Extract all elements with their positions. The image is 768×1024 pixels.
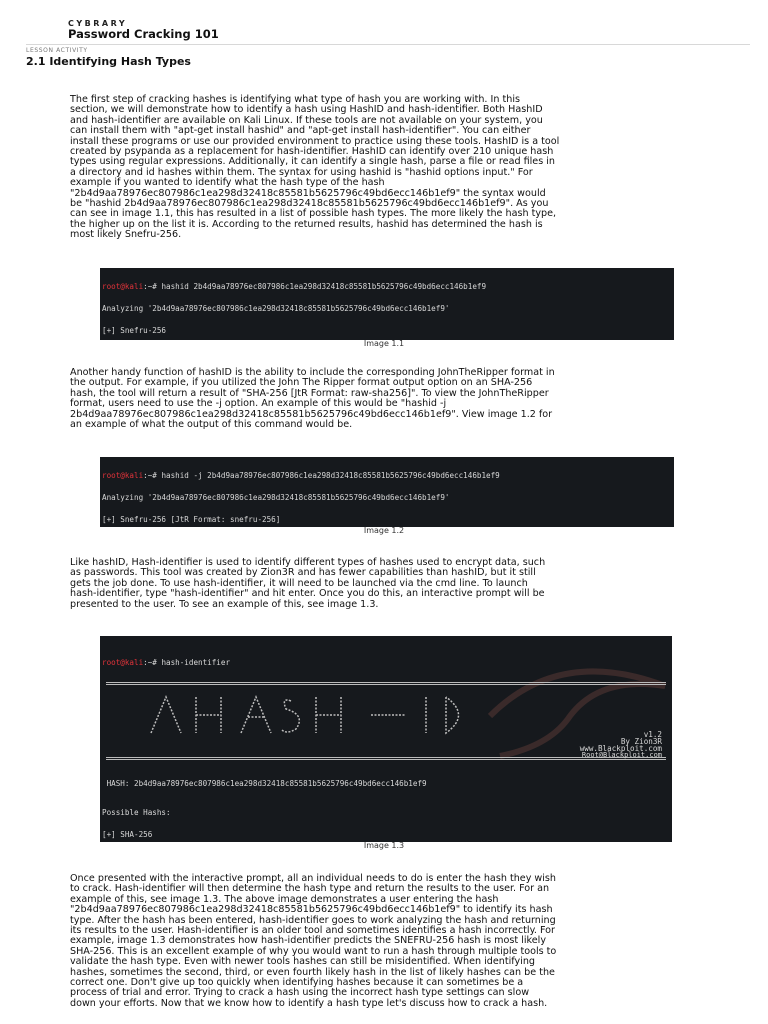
page-header	[0, 0, 768, 68]
terminal-screenshot-2	[100, 457, 674, 527]
terminal-output-line: Analyzing '2b4d9aa78976ec807986c1ea298d32418c85581b5625796c49bd6ecc146b1ef9'	[102, 493, 450, 503]
terminal-command-line	[102, 283, 672, 290]
terminal-command: :~# hashid -j 2b4d9aa78976ec807986c1ea298d32418c85581b5625796c49bd6ecc146b1ef9	[143, 471, 500, 481]
terminal-prompt: root@kali	[102, 657, 144, 667]
banner-version: v1.2	[643, 730, 662, 740]
banner-site: www.Blackploit.com	[579, 744, 662, 754]
brand-logo: CYBRARY	[68, 19, 128, 28]
possible-hashes-header: Possible Hashs:	[102, 808, 171, 818]
banner-email: Root@Blackploit.com	[581, 751, 662, 760]
hash-id-ascii-logo-icon	[146, 693, 476, 737]
terminal-prompt: root@kali	[102, 282, 144, 292]
terminal-command: :~# hashid 2b4d9aa78976ec807986c1ea298d32418c85581b5625796c49bd6ecc146b1ef9	[143, 282, 487, 292]
terminal-output-line: [+] Snefru-256	[102, 325, 167, 335]
terminal-command-line	[102, 472, 672, 479]
lesson-title: 2.1 Identifying Hash Types	[26, 55, 191, 68]
terminal-screenshot-3	[100, 636, 672, 842]
image-caption: Image 1.2	[363, 526, 405, 535]
terminal-prompt: root@kali	[102, 471, 144, 481]
terminal-output-line: [+] Snefru-256 [JtR Format: snefru-256]	[102, 514, 281, 524]
jtr-paragraph: Another handy function of hashID is the ability to include the corresponding JohnTheRipper format in the output. For example, if you utilized the John The Ripper format output option on an SHA-256 hash, the tool will return a result of "SHA-256 [JtR Format: raw-sha256]". To view the JohnTheRipper format, users need to use the -j option. An example of this would be "hashid -j 2b4d9aa78976ec807986c1ea298d32418c85581b5625796c49bd6ecc146b1ef9". View image 1.2 for an example of what the output of this command would be.	[70, 367, 555, 431]
intro-paragraph: The first step of cracking hashes is identifying what type of hash you are working with. In this section, we will demonstrate how to identify a hash using HashID and hash-identifier. Both HashID and hash-identifier are available on Kali Linux. If these tools are not available on your system, you can install them with "apt-get install hashid" and "apt-get install hash-identifier". You can either install these programs or use our provided environment to practice using these tools. HashID is a tool created by psypanda as a replacement for hash-identifier. HashID can identify over 210 unique hash types using regular expressions. Additionally, it can identify a single hash, parse a file or read files in a directory and id hashes within them. The syntax for using hashid is "hashid options input." For example if you wanted to identify what the hash type of the hash "2b4d9aa78976ec807986c1ea298d32418c85581b5625796c49bd6ecc146b1ef9" the syntax would be "hashid 2b4d9aa78976ec807986c1ea298d32418c85581b5625796c49bd6ecc146b1ef9". As you can see in image 1.1, this has resulted in a list of possible hash types. The more likely the hash type, the higher up on the list it is. According to the returned results, hashid has determined the hash is most likely Snefru-256.	[70, 94, 560, 241]
possible-hash: [+] SHA-256	[102, 829, 153, 839]
conclusion-paragraph: Once presented with the interactive prompt, all an individual needs to do is enter the hash they wish to crack. Hash-identifier will then determine the hash type and return the results to the user. For an example of this, see image 1.3. The above image demonstrates a user entering the hash "2b4d9aa78976ec807986c1ea298d32418c85581b5625796c49bd6ecc146b1ef9" to identify its hash type. After the hash has been entered, hash-identifier goes to work analyzing the hash and returning its results to the user. Hash-identifier is an older tool and sometimes identifies a hash incorrectly. For example, image 1.3 demonstrates how hash-identifier predicts the SNEFRU-256 hash is most likely SHA-256. This is an excellent example of why you would want to run a hash through multiple tools to validate the hash type. Even with newer tools hashes can still be misidentified. When identifying hashes, sometimes the second, third, or even fourth likely hash in the list of likely hashes can be the correct one. Don't give up too quickly when identifying hashes because it can sometimes be a process of trial and error. Trying to crack a hash using the incorrect hash type settings can slow down your efforts. Now that we know how to identify a hash type let's discuss how to crack a hash.	[70, 873, 557, 1009]
hash-identifier-paragraph: Like hashID, Hash-identifier is used to identify different types of hashes used to encrypt data, such as passwords. This tool was created by Zion3R and has fewer capabilities than hashID, but it still gets the job done. To use hash-identifier, it will need to be launched via the cmd line. To launch hash-identifier, type "hash-identifier" and hit enter. Once you do this, an interactive prompt will be presented to the user. To see an example of this, see image 1.3.	[70, 557, 546, 610]
terminal-output-line: Analyzing '2b4d9aa78976ec807986c1ea298d32418c85581b5625796c49bd6ecc146b1ef9'	[102, 304, 450, 314]
lesson-label: LESSON ACTIVITY	[26, 47, 88, 54]
terminal-command: :~# hash-identifier	[143, 657, 231, 667]
hash-identifier-banner	[106, 682, 666, 760]
image-caption: Image 1.1	[363, 339, 405, 348]
course-title: Password Cracking 101	[68, 27, 219, 41]
banner-author: By Zion3R	[620, 737, 662, 747]
hash-input-line: HASH: 2b4d9aa78976ec807986c1ea298d32418c85581b5625796c49bd6ecc146b1ef9	[102, 778, 427, 788]
image-caption: Image 1.3	[363, 841, 405, 850]
header-divider	[26, 44, 750, 45]
terminal-screenshot-1	[100, 268, 674, 340]
